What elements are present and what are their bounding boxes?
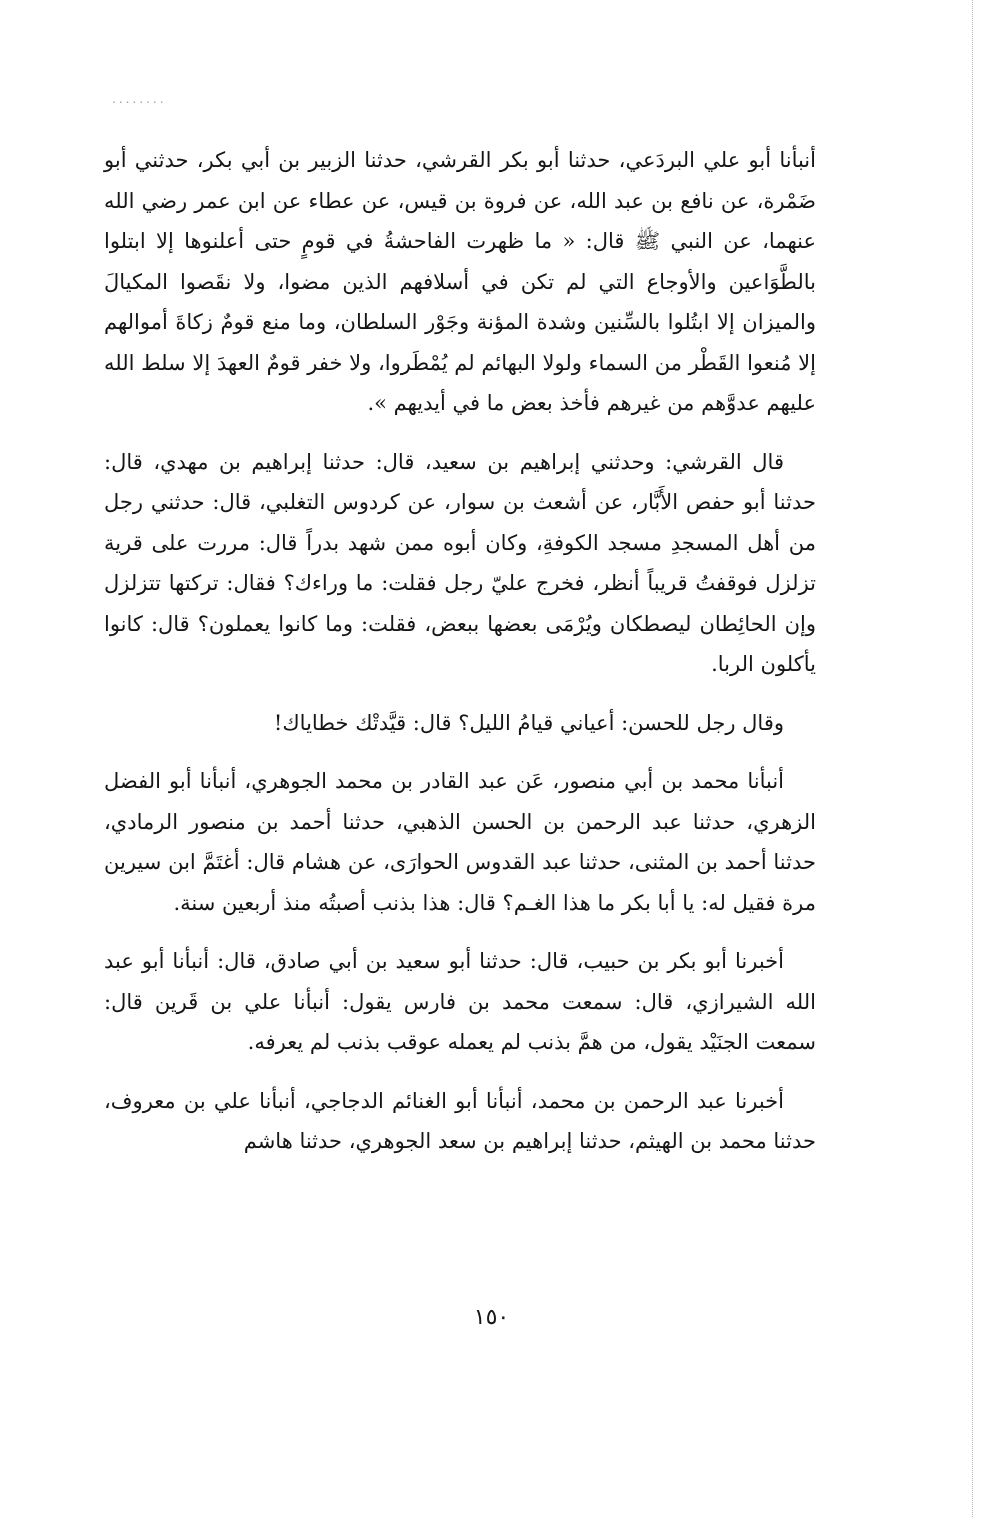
- paragraph-qurashi-zalzala: قال القرشي: وحدثني إبراهيم بن سعيد، قال: حدثنا إبراهيم بن مهدي، قال: حدثنا أبو حفص الأَبَّار، عن أشعث بن سوار، عن كردوس التغلبي، قال: حدثني رجل من أهل المسجدِ مسجد الكوفةِ، وكان أبوه ممن شهد بدراً قال: مررت على قرية تزلزل فوقفتُ قريباً أنظر، فخرج عليّ رجل فقلت: ما وراءك؟ فقال: تركتها تتزلزل وإن الحائِطان ليصطكان ويُرْمَى بعضها ببعض، فقلت: وما كانوا يعملون؟ قال: كانوا يأكلون الربا.: [104, 449, 816, 676]
- paragraph-junayd: أخبرنا أبو بكر بن حبيب، قال: حدثنا أبو سعيد بن أبي صادق، قال: أنبأنا أبو عبد الله الشيرازي، قال: سمعت محمد بن فارس يقول: أنبأنا علي بن قَرين قال: سمعت الجنَيْد يقول، من همَّ بذنب لم يعمله عوقب بذنب لم يعرفه.: [104, 949, 816, 1054]
- top-marks: ........: [112, 92, 167, 106]
- paragraph-dajaji: أخبرنا عبد الرحمن بن محمد، أنبأنا أبو الغنائم الدجاجي، أنبأنا علي بن معروف، حدثنا محمد بن الهيثم، حدثنا إبراهيم بن سعد الجوهري، حدثنا هاشم: [104, 1088, 816, 1153]
- page-number: ١٥٠: [473, 1305, 510, 1330]
- paragraph-hasan-qiyam: وقال رجل للحسن: أعياني قيامُ الليل؟ قال: قيَّدتْك خطاياك!: [273, 710, 784, 735]
- paragraph-ibn-sirin: أنبأنا محمد بن أبي منصور، عَن عبد القادر بن محمد الجوهري، أنبأنا أبو الفضل الزهري، حدثنا عبد الرحمن بن الحسن الذهبي، حدثنا أحمد بن منصور الرمادي، حدثنا أحمد بن المثنى، حدثنا عبد القدوس الحوارَى، عن هشام قال: أغتَمَّ ابن سيرين مرة فقيل له: يا أبا بكر ما هذا الغـم؟ قال: هذا بذنب أصبتُه منذ أربعين سنة.: [104, 769, 816, 915]
- page-body: [104, 140, 816, 1180]
- paragraph-hadith-fahisha: أنبأنا أبو علي البردَعي، حدثنا أبو بكر القرشي، حدثنا الزبير بن أبي بكر، حدثني أبو ضَمْرة، عن نافع بن عبد الله، عن فروة بن قيس، عن عطاء عن ابن عمر رضي الله عنهما، عن النبي ﷺ قال: « ما ظهرت الفاحشةُ في قومٍ حتى أعلنوها إلا ابتلوا بالطَّوَاعين والأوجاع التي لم تكن في أسلافهم الذين مضوا، ولا نقَصوا المكيالَ والميزان إلا ابتُلوا بالسِّنين وشدة المؤنة وجَوْر السلطان، وما منع قومٌ زكاةَ أموالهم إلا مُنعوا القَطْر من السماء ولولا البهائم لم يُمْطَروا، ولا خفر قومٌ العهدَ إلا سلط الله عليهم عدوَّهم من غيرهم فأخذ بعض ما في أيديهم ».: [104, 148, 816, 415]
- page-edge-rule: [972, 0, 973, 1517]
